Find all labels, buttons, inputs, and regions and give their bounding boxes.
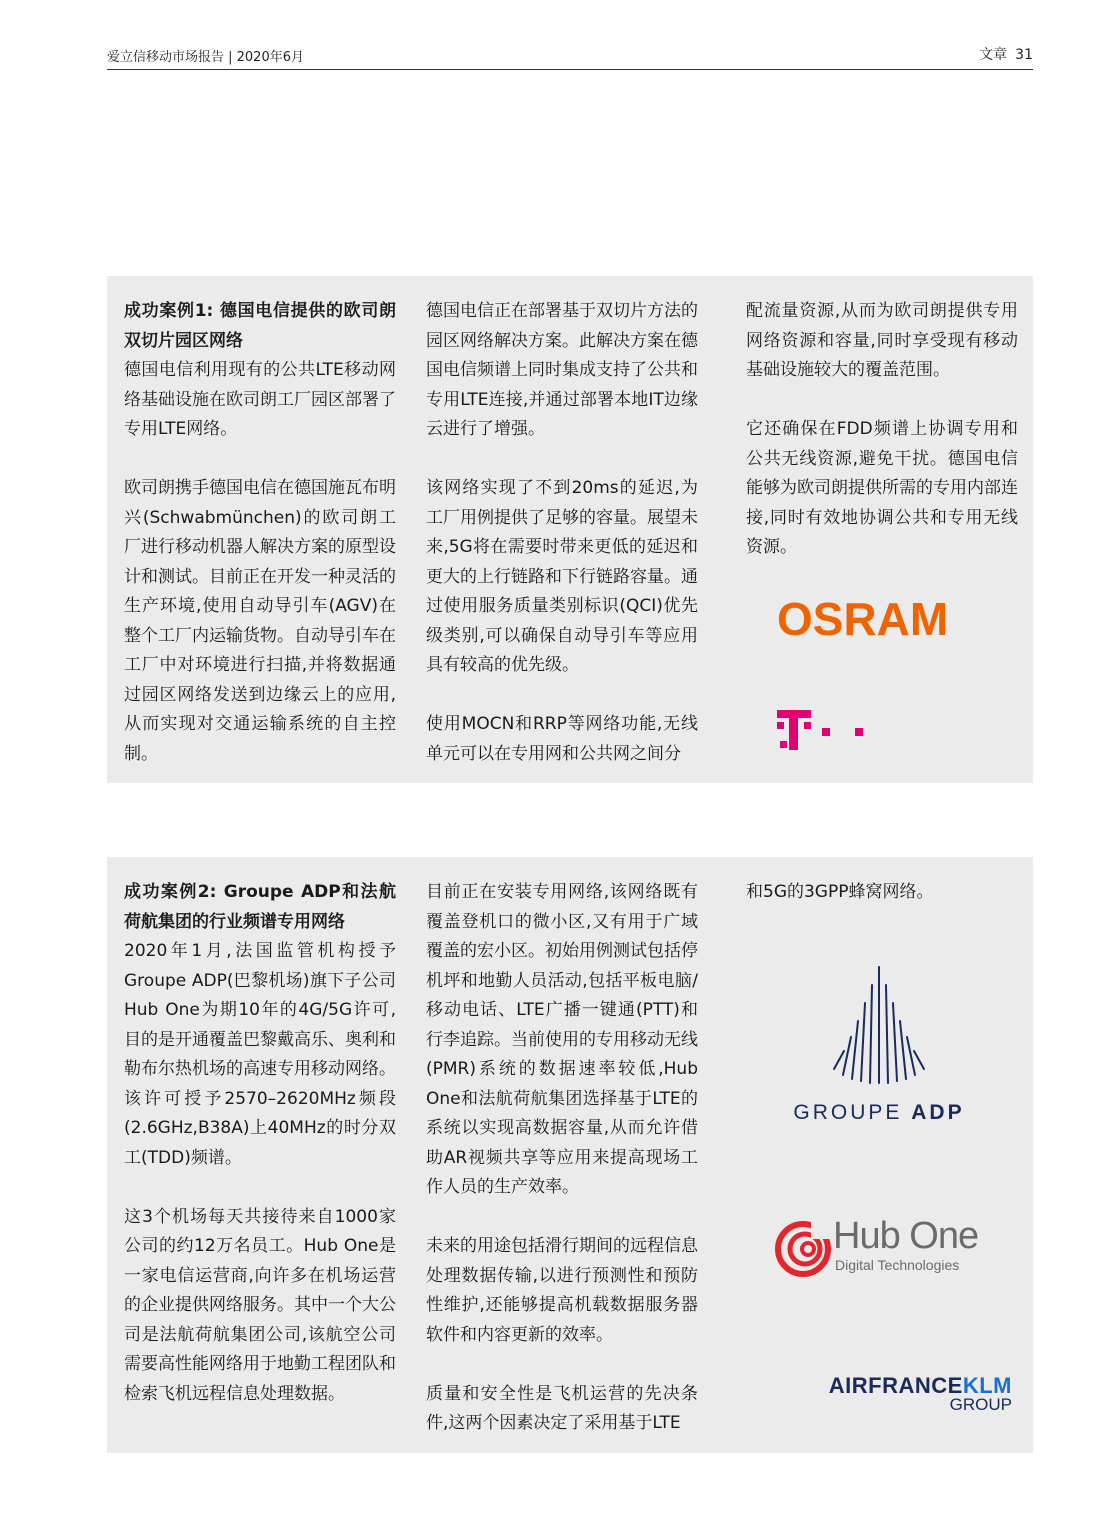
- case2-column-3: [746, 878, 1018, 908]
- telekom-logo: [777, 708, 867, 756]
- airfrance-klm-logo: [762, 1373, 1012, 1415]
- case2-column-1: [124, 878, 396, 1409]
- hub-one-subtitle: Digital Technologies: [835, 1257, 960, 1273]
- page-header-right: [979, 44, 1033, 64]
- hub-one-logo: [775, 1215, 1005, 1279]
- airfrance-klm-group-word: GROUP: [949, 1395, 1012, 1414]
- case2-paragraph: 和5G的3GPP蜂窝网络。: [746, 882, 934, 902]
- groupe-adp-logo: [783, 963, 975, 1125]
- case2-paragraph: 未来的用途包括滑行期间的远程信息处理数据传输,以进行预测性和预防性维护,还能够提高机载数据服务器软件和内容更新的效率。: [426, 1236, 698, 1345]
- case2-paragraph: 质量和安全性是飞机运营的先决条件,这两个因素决定了采用基于LTE: [426, 1383, 698, 1433]
- hub-one-swirl-icon: [775, 1221, 831, 1277]
- case1-paragraph: 德国电信正在部署基于双切片方法的园区网络解决方案。此解决方案在德国电信频谱上同时集成支持了公共和专用LTE连接,并通过部署本地IT边缘云进行了增强。: [426, 301, 698, 439]
- section-label: 文章: [979, 47, 1008, 63]
- hub-one-name: Hub One: [833, 1215, 979, 1257]
- header-divider: [107, 69, 1033, 70]
- case2-title: 成功案例2: Groupe ADP和法航荷航集团的行业频谱专用网络: [124, 882, 396, 932]
- case2-paragraph: 这3个机场每天共接待来自1000家公司的约12万名员工。Hub One是一家电信运营商,向许多在机场运营的企业提供网络服务。其中一个大公司是法航荷航集团公司,该航空公司需要高性能网络用于地勤工程团队和检索飞机远程信息处理数据。: [124, 1206, 396, 1404]
- case1-paragraph: 该网络实现了不到20ms的延迟,为工厂用例提供了足够的容量。展望未来,5G将在需要时带来更低的延迟和更大的上行链路和下行链路容量。通过使用服务质量类别标识(QCI)优先级类别,可以确保自动导引车等应用具有较高的优先级。: [426, 478, 698, 675]
- case1-column-3: [746, 297, 1018, 563]
- case1-paragraph: 它还确保在FDD频谱上协调专用和公共无线资源,避免干扰。德国电信能够为欧司朗提供所需的专用内部连接,同时有效地协调公共和专用无线资源。: [746, 419, 1018, 557]
- adp-logo-bold: ADP: [911, 1101, 965, 1124]
- case1-paragraph: 欧司朗携手德国电信在德国施瓦布明兴(Schwabmünchen)的欧司朗工厂进行移动机器人解决方案的原型设计和测试。目前正在开发一种灵活的生产环境,使用自动导引车(AGV)在整个工厂内运输货物。自动导引车在工厂中对环境进行扫描,并将数据通过园区网络发送到边缘云上的应用,从而实现对交通运输系统的自主控制。: [124, 478, 396, 764]
- case-study-2-panel: [107, 857, 1033, 1453]
- report-title: 爱立信移动市场报告 | 2020年6月: [107, 50, 304, 65]
- osram-logo: OSRAM: [777, 593, 949, 645]
- case1-paragraph: 使用MOCN和RRP等网络功能,无线单元可以在专用网和公共网之间分: [426, 714, 698, 764]
- case2-paragraph: 目前正在安装专用网络,该网络既有覆盖登机口的微小区,又有用于广域覆盖的宏小区。初始用例测试包括停机坪和地勤人员活动,包括平板电脑/移动电话、LTE广播一键通(PTT)和行李追踪。当前使用的专用移动无线(PMR)系统的数据速率较低,Hub One和法航荷航集团选择基于LTE的系统以实现高数据容量,从而允许借助AR视频共享等应用来提高现场工作人员的生产效率。: [426, 882, 698, 1197]
- page-number: 31: [1015, 47, 1033, 63]
- case1-title: 成功案例1: 德国电信提供的欧司朗双切片园区网络: [124, 301, 396, 351]
- case2-column-2: [426, 878, 698, 1439]
- case1-paragraph: 德国电信利用现有的公共LTE移动网络基础设施在欧司朗工厂园区部署了专用LTE网络。: [124, 360, 396, 439]
- adp-logo-word: GROUPE: [793, 1101, 903, 1124]
- airfrance-logo-word: AIRFRANCE: [828, 1373, 963, 1398]
- klm-logo-word: KLM: [962, 1373, 1012, 1398]
- case1-column-2: [426, 297, 698, 769]
- adp-rays-icon: [824, 963, 934, 1093]
- case-study-1-panel: [107, 276, 1033, 783]
- case1-paragraph: 配流量资源,从而为欧司朗提供专用网络资源和容量,同时享受现有移动基础设施较大的覆盖范围。: [746, 301, 1018, 380]
- case1-column-1: [124, 297, 396, 769]
- case2-paragraph: 2020年1月,法国监管机构授予Groupe ADP(巴黎机场)旗下子公司Hub One为期10年的4G/5G许可,目的是开通覆盖巴黎戴高乐、奥利和勒布尔热机场的高速专用移动网络。该许可授予2570–2620MHz频段(2.6GHz,B38A)上40MHz的时分双工(TDD)频谱。: [124, 941, 396, 1168]
